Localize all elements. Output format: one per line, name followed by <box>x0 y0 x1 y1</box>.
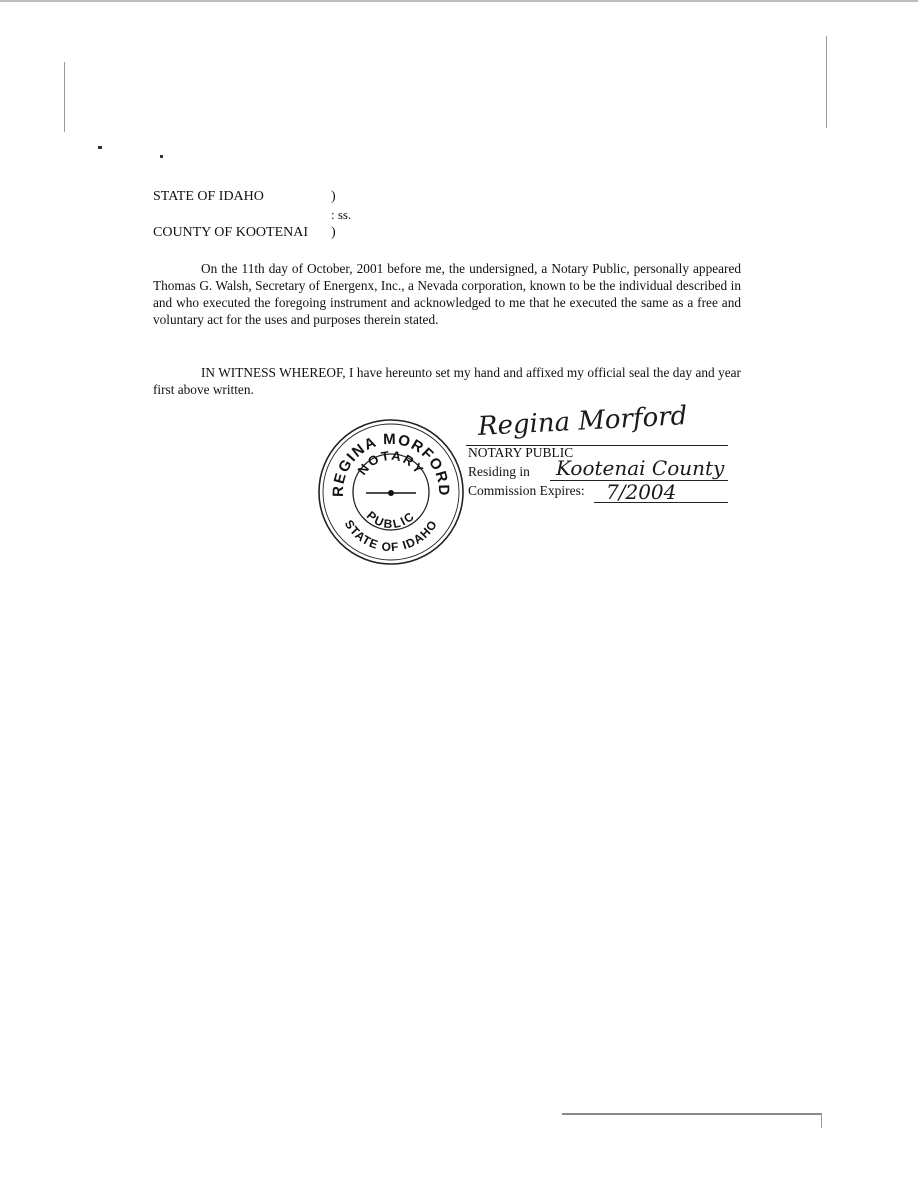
venue-paren: ) <box>331 189 336 204</box>
venue-ss: : ss. <box>331 207 352 222</box>
acknowledgment-paragraph <box>153 260 741 328</box>
scan-edge-bottom <box>562 1113 822 1115</box>
scan-edge-right <box>826 36 827 128</box>
residing-label: Residing in <box>468 464 530 479</box>
residing-value: Kootenai County <box>556 456 725 480</box>
seal-name-text: REGINA MORFORD <box>329 430 453 498</box>
scan-speck <box>160 155 163 158</box>
expires-label: Commission Expires: <box>468 483 585 498</box>
scan-edge-top <box>0 0 918 2</box>
scan-edge-left <box>64 62 65 132</box>
acknowledgment-text: On the 11th day of October, 2001 before me, the undersigned, a Notary Public, personally appeared Thomas G. Walsh, Secretary of Energenx, Inc., a Nevada corporation, known to be the individual described in and who executed the foregoing instrument and acknowledged to me that he executed the same as a free and voluntary act for the uses and purposes therein stated. <box>153 261 741 327</box>
seal-center-dot <box>388 490 394 496</box>
witness-text: IN WITNESS WHEREOF, I have hereunto set my hand and affixed my official seal the day and year first above written. <box>153 365 741 397</box>
notary-title: NOTARY PUBLIC <box>468 445 574 460</box>
scan-edge-bottom-tick <box>821 1114 822 1128</box>
seal-public-text: PUBLIC <box>363 508 419 532</box>
notary-signature: Regina Morford <box>477 401 688 442</box>
expires-value: 7/2004 <box>606 480 677 504</box>
venue-paren: ) <box>331 225 336 240</box>
venue-state: STATE OF IDAHO <box>153 189 264 204</box>
venue-county: COUNTY OF KOOTENAI <box>153 225 309 240</box>
seal-notary-text: NOTARY <box>354 447 428 478</box>
notary-seal <box>316 416 466 568</box>
scan-speck <box>98 146 102 149</box>
seal-state-text: STATE OF IDAHO <box>341 517 441 555</box>
witness-paragraph <box>153 364 741 398</box>
